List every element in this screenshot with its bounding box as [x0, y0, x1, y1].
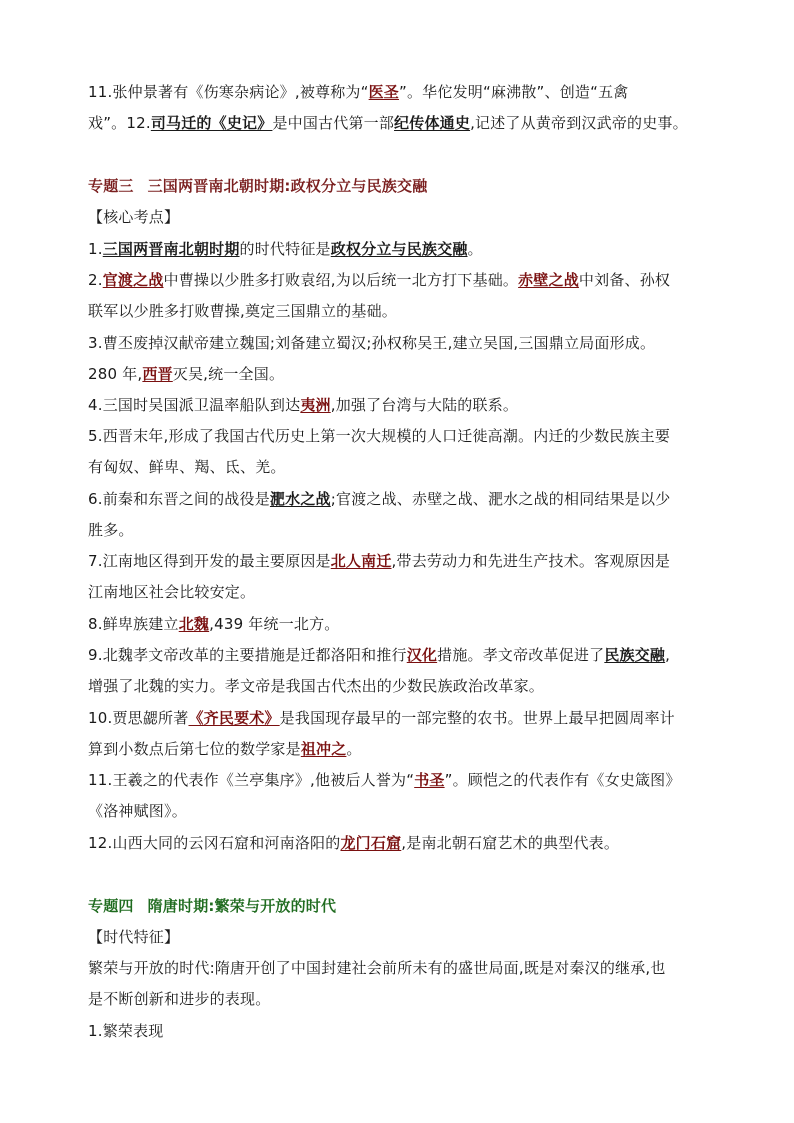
- topic3-number: 专题三: [88, 177, 134, 195]
- text: 6.前秦和东晋之间的战役是: [88, 490, 270, 508]
- text: 280 年,: [88, 365, 143, 383]
- text: 中刘备、孙权: [578, 271, 671, 289]
- text: 10.贾思勰所著: [88, 709, 189, 727]
- keyword: 龙门石窟: [340, 834, 402, 852]
- text: 。: [346, 740, 362, 758]
- keyword: 西晋: [142, 365, 173, 383]
- text: 繁荣与开放的时代:隋唐开创了中国封建社会前所未有的盛世局面,既是对秦汉的继承,也: [88, 959, 666, 977]
- text: 的时代特征是: [239, 240, 331, 258]
- t3-item-3-line1: [88, 333, 655, 353]
- keyword: 书圣: [414, 771, 445, 789]
- text: 是中国古代第一部: [272, 114, 395, 132]
- era-text-line2: [88, 989, 270, 1009]
- core-points-label: [88, 207, 179, 227]
- text: 有匈奴、鲜卑、羯、氐、羌。: [88, 458, 286, 476]
- text: ,: [665, 646, 671, 664]
- t3-item-7-line2: [88, 582, 255, 602]
- text: 戏”。12.: [88, 114, 151, 132]
- text: 4.三国时吴国派卫温率船队到达: [88, 396, 301, 414]
- text: 措施。孝文帝改革促进了: [437, 646, 605, 664]
- t3-item-3-line2: [88, 364, 284, 384]
- keyword: 官渡之战: [102, 271, 164, 289]
- prev-item-11-line1: [88, 82, 629, 102]
- t3-item-6-line2: [88, 520, 134, 540]
- keyword: 赤壁之战: [518, 271, 579, 289]
- text: ,加强了台湾与大陆的联系。: [330, 396, 519, 414]
- text: 8.鲜卑族建立: [88, 615, 179, 633]
- era-features-label: [88, 927, 179, 947]
- text: 《洛神赋图》。: [88, 802, 187, 820]
- text: ,记述了从黄帝到汉武帝的史事。: [470, 114, 688, 132]
- keyword: 《齐民要术》: [188, 709, 280, 727]
- text: 5.西晋末年,形成了我国古代历史上第一次大规模的人口迁徙高潮。内迁的少数民族主要: [88, 427, 671, 445]
- era-text-line1: [88, 958, 666, 978]
- text: 算到小数点后第七位的数学家是: [88, 740, 301, 758]
- t3-item-9-line2: [88, 676, 544, 696]
- topic4-title: 隋唐时期:繁荣与开放的时代: [147, 897, 337, 915]
- text: 是我国现存最早的一部完整的农书。世界上最早把圆周率计: [279, 709, 675, 727]
- text: 是不断创新和进步的表现。: [88, 990, 271, 1008]
- topic3-heading: [88, 176, 427, 196]
- text: 江南地区社会比较安定。: [88, 583, 256, 601]
- keyword: 民族交融: [604, 646, 666, 664]
- t3-item-8: [88, 614, 340, 634]
- keyword: 北人南迁: [330, 552, 392, 570]
- label: 【时代特征】: [88, 928, 180, 946]
- text: ,是南北朝石窟艺术的典型代表。: [401, 834, 620, 852]
- text: 灭吴,统一全国。: [172, 365, 285, 383]
- text: ”。顾恺之的代表作有《女史箴图》: [444, 771, 681, 789]
- text: ,带去劳动力和先进生产技术。客观原因是: [391, 552, 671, 570]
- text: ;官渡之战、赤壁之战、淝水之战的相同结果是以少: [330, 490, 671, 508]
- t3-item-10-line1: [88, 708, 675, 728]
- t3-item-10-line2: [88, 739, 362, 759]
- topic4-heading: [88, 896, 336, 916]
- keyword: 汉化: [406, 646, 438, 664]
- prev-item-11-line2: [88, 113, 688, 133]
- sub-heading-prosperity: [88, 1021, 164, 1041]
- keyword-shiji: 司马迁的《史记》: [150, 114, 273, 132]
- text: 7.江南地区得到开发的最主要原因是: [88, 552, 331, 570]
- keyword: 淝水之战: [269, 490, 331, 508]
- text: 1.繁荣表现: [88, 1022, 164, 1040]
- t3-item-4: [88, 395, 518, 415]
- text: 中曹操以少胜多打败袁绍,为以后统一北方打下基础。: [163, 271, 519, 289]
- t3-item-12: [88, 833, 619, 853]
- text: 1.: [88, 240, 103, 258]
- keyword: 三国两晋南北朝时期: [102, 240, 240, 258]
- text: 3.曹丕废掉汉献帝建立魏国;刘备建立蜀汉;孙权称吴王,建立吴国,三国鼎立局面形成。: [88, 334, 656, 352]
- t3-item-1: [88, 239, 483, 259]
- t3-item-11-line1: [88, 770, 681, 790]
- keyword: 北魏: [178, 615, 210, 633]
- t3-item-2-line1: [88, 270, 670, 290]
- topic3-title: 三国两晋南北朝时期:政权分立与民族交融: [147, 177, 428, 195]
- text: 11.张仲景著有《伤寒杂病论》,被尊称为“: [88, 83, 369, 101]
- text: 11.王羲之的代表作《兰亭集序》,他被后人誉为“: [88, 771, 415, 789]
- t3-item-9-line1: [88, 645, 670, 665]
- text: 联军以少胜多打败曹操,奠定三国鼎立的基础。: [88, 302, 397, 320]
- keyword-yisheng: 医圣: [368, 83, 400, 101]
- keyword: 夷洲: [300, 396, 331, 414]
- t3-item-6-line1: [88, 489, 670, 509]
- t3-item-11-line2: [88, 801, 187, 821]
- t3-item-5-line2: [88, 457, 286, 477]
- text: 12.山西大同的云冈石窟和河南洛阳的: [88, 834, 341, 852]
- text: ”。华佗发明“麻沸散”、创造“五禽: [399, 83, 629, 101]
- text: 增强了北魏的实力。孝文帝是我国古代杰出的少数民族政治改革家。: [88, 677, 545, 695]
- label: 【核心考点】: [88, 208, 180, 226]
- keyword-jizhuanti: 纪传体通史: [394, 114, 471, 132]
- topic4-number: 专题四: [88, 897, 134, 915]
- text: 胜多。: [88, 521, 134, 539]
- text: ,439 年统一北方。: [209, 615, 340, 633]
- text: 。: [467, 240, 483, 258]
- keyword: 祖冲之: [300, 740, 347, 758]
- t3-item-7-line1: [88, 551, 670, 571]
- t3-item-2-line2: [88, 301, 397, 321]
- text: 9.北魏孝文帝改革的主要措施是迁都洛阳和推行: [88, 646, 407, 664]
- t3-item-5-line1: [88, 426, 670, 446]
- keyword: 政权分立与民族交融: [330, 240, 468, 258]
- text: 2.: [88, 271, 103, 289]
